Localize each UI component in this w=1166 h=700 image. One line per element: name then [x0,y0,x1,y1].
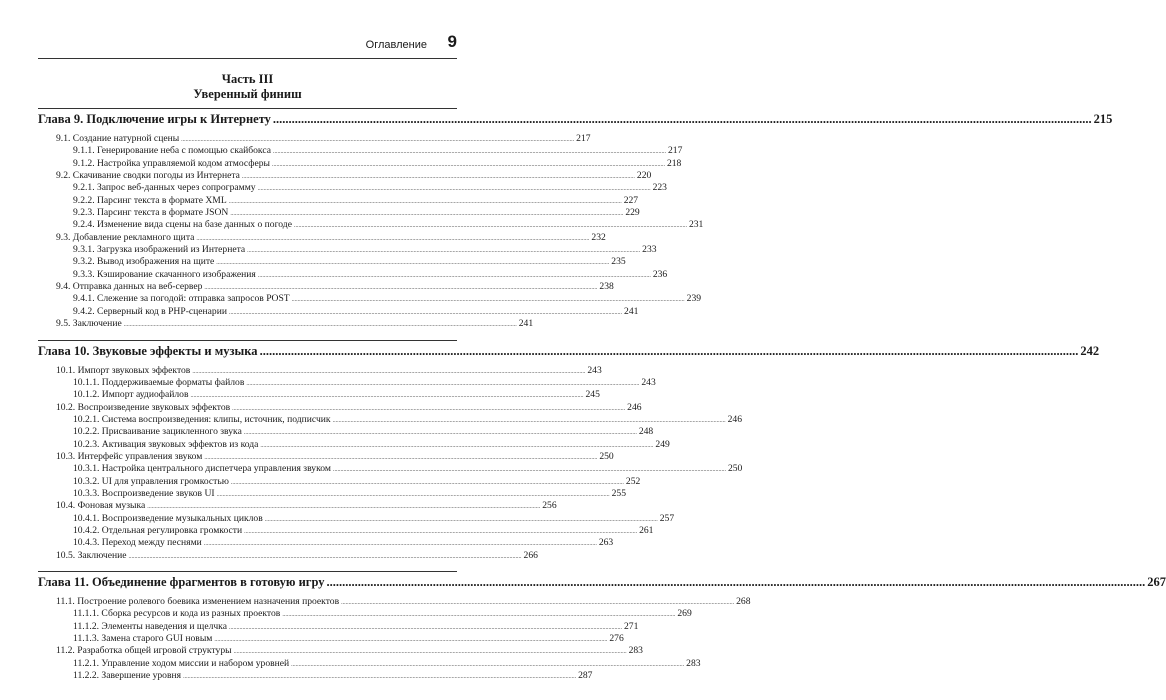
entry-page: 215 [1093,112,1113,126]
entry-title: 10.4. Фоновая музыка [56,500,146,512]
dot-leader [282,608,675,621]
dot-leader [190,389,583,402]
section-entry[interactable] [38,596,751,608]
entry-title: 9.3. Добавление рекламного щита [56,231,195,243]
dot-leader [204,537,597,550]
dot-leader [129,550,522,563]
entry-title: 10.4.3. Переход между песнями [73,537,202,549]
table-of-contents [38,108,1166,691]
entry-page: 250 [599,450,614,462]
entry-page: 227 [623,194,639,206]
entry-page: 249 [655,438,670,450]
section-entry[interactable] [38,133,591,145]
entry-page: 271 [623,620,639,632]
dot-leader [214,633,607,646]
section-entry[interactable] [38,231,606,244]
entry-page: 256 [542,500,557,512]
entry-title: Глава 10. Звуковые эффекты и музыка [38,343,258,358]
entry-page: 220 [636,170,652,182]
entry-page: 242 [1080,343,1100,358]
entry-page: 217 [668,145,683,157]
entry-page: 266 [523,549,538,561]
entry-page: 252 [625,475,641,487]
section-entry[interactable] [38,549,538,562]
entry-page: 268 [736,596,751,607]
entry-page: 257 [659,512,675,524]
subsection-entry[interactable] [38,620,639,633]
dot-leader [229,195,622,208]
entry-page: 231 [688,219,704,231]
entry-page: 276 [609,633,624,645]
subsection-entry[interactable] [38,268,668,281]
entry-page: 241 [624,305,639,317]
entry-title: 11.1.3. Замена старого GUI новым [73,633,213,645]
entry-page: 233 [642,244,657,256]
section-entry[interactable] [38,645,643,657]
dot-leader [229,621,622,634]
entry-title: 11.1.1. Сборка ресурсов и кода из разных проектов [73,608,281,620]
subsection-entry[interactable] [38,463,743,475]
entry-page: 241 [518,318,534,330]
entry-title: 11.1.2. Элементы наведения и щелчка [73,620,227,632]
subsection-entry[interactable] [38,524,654,537]
subsection-entry[interactable] [38,305,639,318]
subsection-entry[interactable] [38,487,626,500]
dot-leader [258,182,651,195]
entry-title: 9.2.4. Изменение вида сцены на базе данных о погоде [73,219,292,231]
dot-leader [272,158,665,171]
entry-page: 245 [585,389,600,401]
dot-leader [333,463,726,476]
dot-leader [247,244,640,257]
subsection-entry[interactable] [38,413,742,426]
dot-leader [181,133,574,146]
entry-title: 9.1.2. Настройка управляемой кодом атмосферы [73,157,270,169]
page-number: 9 [447,32,457,51]
entry-page: 236 [652,268,668,280]
entry-page: 218 [666,157,682,169]
entry-title: 11.1. Построение ролевого боевика изменением назначения проектов [56,596,340,607]
entry-title: 9.2.2. Парсинг текста в формате XML [73,194,227,206]
spacer [38,682,457,691]
entry-title: 9.3.2. Вывод изображения на щите [73,256,215,268]
entry-page: 267 [1147,575,1166,589]
chapter-entry[interactable] [38,575,1166,593]
subsection-entry[interactable] [38,157,682,170]
section-entry[interactable] [38,401,642,414]
section-entry[interactable] [38,281,614,293]
entry-title: 10.2.2. Присваивание зацикленного звука [73,426,242,438]
running-header [38,30,457,59]
dot-leader [273,112,1092,127]
subsection-entry[interactable] [38,608,692,620]
entry-title: 9.2. Скачивание сводки погоды из Интернета [56,170,240,182]
subsection-entry[interactable] [38,293,702,305]
entry-title: 10.4.2. Отдельная регулировка громкости [73,524,243,536]
subsection-entry[interactable] [38,633,624,645]
subsection-entry[interactable] [38,426,654,438]
dot-leader [217,488,610,501]
section-title: Оглавление [365,39,427,51]
dot-leader [292,293,685,306]
dot-leader [291,658,684,671]
dot-leader [244,426,637,439]
section-entry[interactable] [38,450,614,463]
entry-title: Глава 9. Подключение игры к Интернету [38,112,271,126]
entry-title: 10.4.1. Воспроизведение музыкальных циклов [73,512,263,524]
dot-leader [260,439,653,452]
entry-title: 11.2. Разработка общей игровой структуры [56,645,232,657]
section-entry[interactable] [38,364,602,377]
entry-page: 232 [591,231,606,243]
dot-leader [183,670,576,683]
dot-leader [333,414,726,427]
entry-title: 9.1.1. Генерирование неба с помощью скайбокса [73,145,271,157]
part-heading [0,72,495,102]
entry-title: 10.1.1. Поддерживаемые форматы файлов [73,376,245,388]
section-entry[interactable] [38,318,534,330]
subsection-entry[interactable] [38,438,670,451]
entry-title: 10.5. Заключение [56,549,127,561]
entry-page: 243 [587,364,602,376]
entry-title: 10.2. Воспроизведение звуковых эффектов [56,401,231,413]
dot-leader [232,402,625,415]
section-entry[interactable] [38,500,557,512]
subsection-entry[interactable] [38,537,614,549]
entry-title: 9.4.1. Слежение за погодой: отправка запросов POST [73,293,290,305]
entry-title: 9.3.3. Кэширование скачанного изображения [73,268,256,280]
entry-page: 287 [578,670,593,682]
dot-leader [124,318,517,331]
subsection-entry[interactable] [38,182,667,194]
entry-title: 10.3.1. Настройка центрального диспетчера управления звуком [73,463,331,475]
entry-title: 10.3. Интерфейс управления звуком [56,450,203,462]
dot-leader [229,306,622,319]
entry-title: 11.2.2. Завершение уровня [73,670,182,682]
dot-leader [231,476,624,489]
dot-leader [273,145,666,158]
entry-title: 10.1.2. Импорт аудиофайлов [73,389,189,401]
entry-page: 283 [686,657,701,669]
dot-leader [327,575,1146,590]
entry-page: 263 [598,537,614,549]
spacer [38,562,457,571]
entry-title: Глава 11. Объединение фрагментов в готовую игру [38,575,325,589]
entry-page: 223 [652,182,667,194]
entry-page: 246 [627,401,642,413]
entry-page: 269 [677,608,692,620]
entry-page: 283 [628,645,643,657]
subsection-entry[interactable] [38,376,656,389]
entry-title: 9.3.1. Загрузка изображений из Интернета [73,244,246,256]
entry-page: 255 [611,487,626,499]
dot-leader [242,170,635,183]
chapter-entry[interactable] [38,343,1100,362]
chapter-entry[interactable] [38,112,1113,130]
dot-leader [294,219,687,232]
dot-leader [192,365,585,378]
subsection-entry[interactable] [38,512,675,525]
entry-title: 9.5. Заключение [56,318,122,330]
entry-title: 9.2.3. Парсинг текста в формате JSON [73,207,229,219]
entry-title: 11.2.1. Управление ходом миссии и набором уровней [73,657,290,669]
entry-page: 250 [727,463,743,475]
subsection-entry[interactable] [38,194,639,207]
subsection-entry[interactable] [38,219,704,231]
dot-leader [204,451,597,464]
section-entry[interactable] [38,170,652,182]
subsection-entry[interactable] [38,475,641,488]
entry-page: 238 [599,281,614,293]
dot-leader [244,525,637,538]
part-title: Уверенный финиш [193,87,302,101]
subsection-entry[interactable] [38,670,593,682]
entry-page: 239 [686,293,702,305]
dot-leader [147,500,540,513]
dot-leader [258,269,651,282]
entry-title: 10.3.2. UI для управления громкостью [73,475,229,487]
dot-leader [234,645,627,658]
dot-leader [260,344,1079,359]
subsection-entry[interactable] [38,657,701,670]
entry-title: 10.1. Импорт звуковых эффектов [56,364,191,376]
subsection-entry[interactable] [38,256,626,268]
entry-title: 9.2.1. Запрос веб-данных через сопрограмму [73,182,256,194]
entry-title: 10.2.3. Активация звуковых эффектов из кода [73,438,259,450]
dot-leader [204,281,597,294]
subsection-entry[interactable] [38,207,640,219]
part-label: Часть III [221,72,274,86]
dot-leader [265,513,658,526]
entry-page: 235 [611,256,626,268]
dot-leader [196,232,589,245]
dot-leader [341,596,734,609]
subsection-entry[interactable] [38,244,657,256]
entry-title: 9.4.2. Серверный код в PHP-сценарии [73,305,228,317]
spacer [38,331,457,340]
dot-leader [246,377,639,390]
dot-leader [216,256,609,269]
entry-page: 243 [641,376,656,388]
entry-title: 9.1. Создание натурной сцены [56,133,180,144]
entry-title: 9.4. Отправка данных на веб-сервер [56,281,203,293]
subsection-entry[interactable] [38,389,600,401]
entry-page: 217 [576,133,591,144]
entry-title: 10.2.1. Система воспроизведения: клипы, источник, подписчик [73,413,331,425]
entry-page: 229 [625,207,640,219]
entry-page: 261 [639,524,654,536]
entry-title: 10.3.3. Воспроизведение звуков UI [73,487,215,499]
subsection-entry[interactable] [38,145,683,157]
entry-page: 248 [638,426,654,438]
dot-leader [230,207,623,220]
entry-page: 246 [727,413,742,425]
